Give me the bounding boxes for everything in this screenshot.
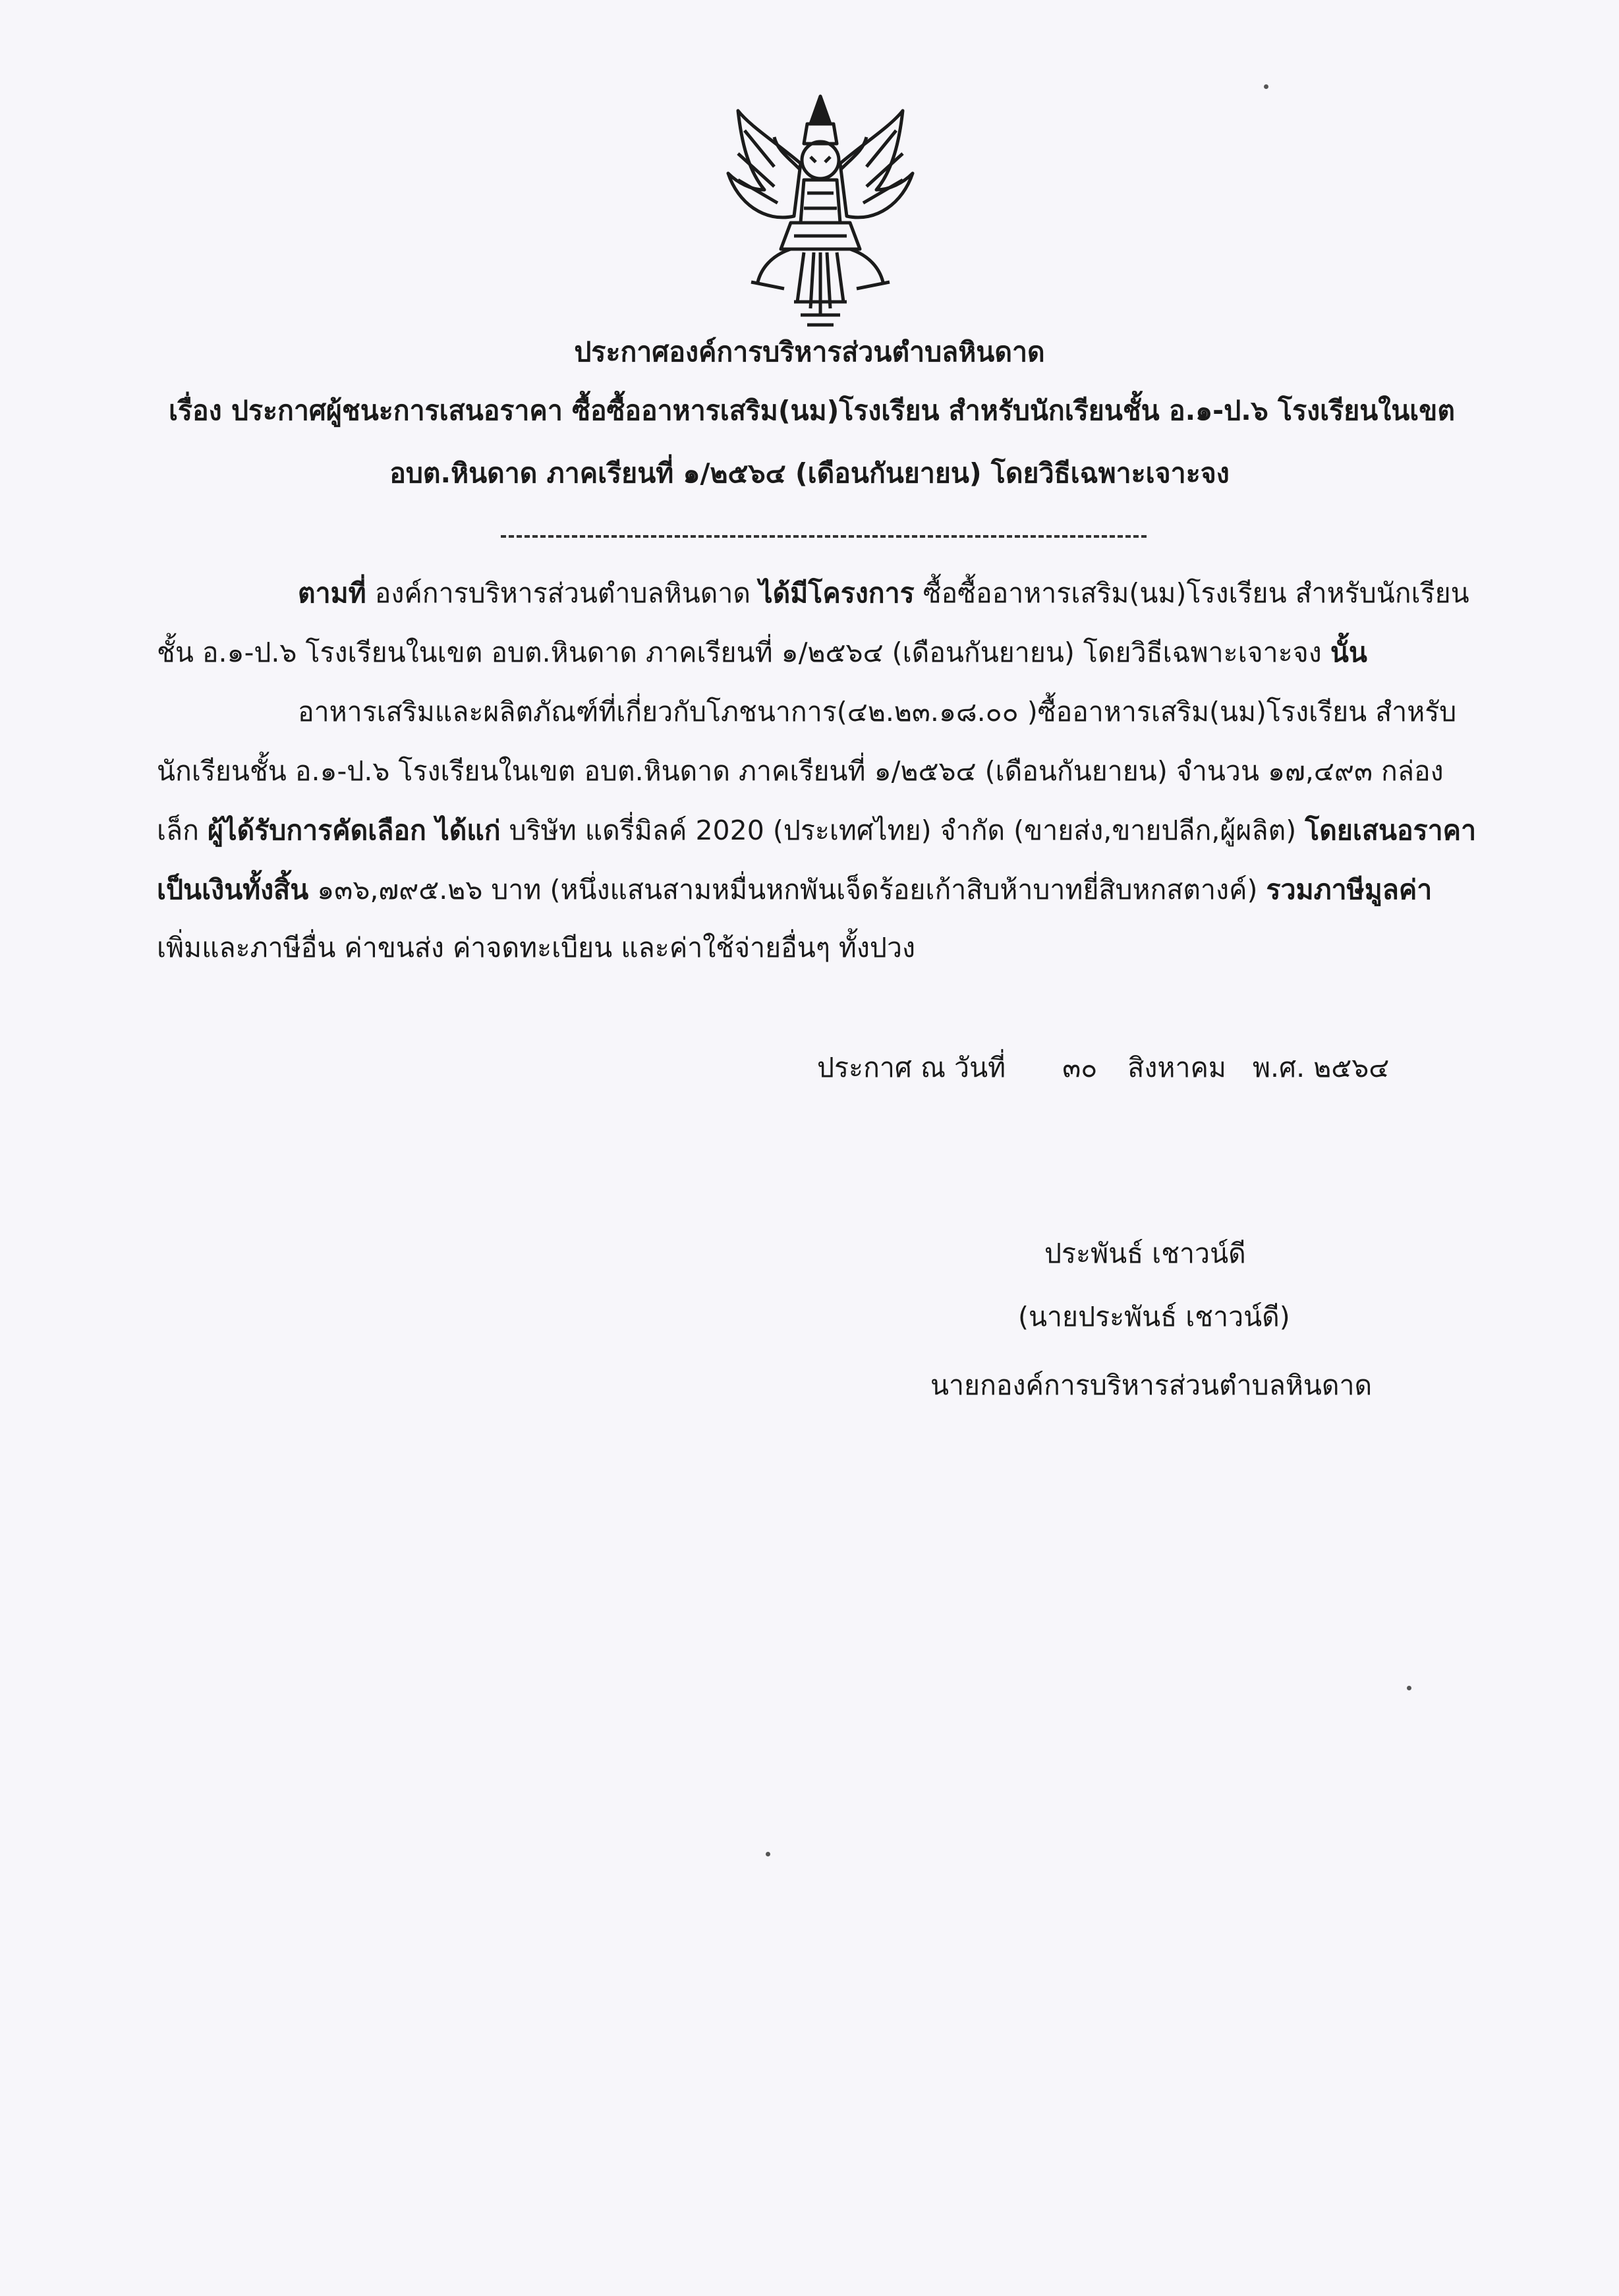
- paragraph-2-line-4: [157, 870, 1432, 909]
- paragraph-1-line-1: [298, 573, 1469, 613]
- paragraph-2-line-5: เพิ่มและภาษีอื่น ค่าขนส่ง ค่าจดทะเบียน และค่าใช้จ่ายอื่นๆ ทั้งปวง: [157, 932, 916, 963]
- subject-text: ซื้อซื้ออาหารเสริม(นม)โรงเรียน สำหรับนักเรียนชั้น อ.๑-ป.๖ โรงเรียนในเขต: [562, 395, 1455, 426]
- subject-prefix: เรื่อง ประกาศผู้ชนะการเสนอราคา: [169, 395, 563, 426]
- p2-bid-label: โดยเสนอราคา: [1305, 815, 1477, 846]
- p2-l3-start: เล็ก: [157, 815, 208, 846]
- p2-total-label: เป็นเงินทั้งสิ้น: [157, 874, 309, 905]
- signature-position: นายกองค์การบริหารส่วนตำบลหินดาด: [930, 1369, 1373, 1401]
- paragraph-2-line-3: [157, 811, 1476, 850]
- paragraph-1-line-2: [157, 633, 1367, 672]
- scan-speck: [1264, 84, 1268, 89]
- date-month: สิงหาคม: [1127, 1052, 1226, 1083]
- p2-winner-label: ผู้ได้รับการคัดเลือก ได้แก่: [208, 815, 501, 846]
- p2-winner: บริษัท แดรี่มิลค์ 2020 (ประเทศไทย) จำกัด (ขายส่ง,ขายปลีก,ผู้ผลิต): [500, 815, 1305, 846]
- p1-lead: ตามที่: [298, 577, 366, 609]
- announcement-date: [817, 1048, 1389, 1087]
- p1-project: ซื้อซื้ออาหารเสริม(นม)โรงเรียน สำหรับนักเรียน: [914, 577, 1469, 609]
- date-label: ประกาศ ณ วันที่: [817, 1052, 1006, 1083]
- p1-org: องค์การบริหารส่วนตำบลหินดาด: [366, 577, 760, 609]
- signature-full-name: (นายประพันธ์ เชาวน์ดี): [1018, 1301, 1290, 1333]
- subject-line-1: [169, 391, 1455, 430]
- scan-speck: [1407, 1686, 1411, 1690]
- p2-vat-label: รวมภาษีมูลค่า: [1266, 874, 1433, 905]
- date-era: พ.ศ.: [1253, 1052, 1305, 1083]
- garuda-emblem-icon: [712, 91, 929, 335]
- p1-end: นั้น: [1330, 637, 1367, 668]
- paragraph-2-line-1: อาหารเสริมและผลิตภัณฑ์ที่เกี่ยวกับโภชนาการ(๔๒.๒๓.๑๘.๐๐ )ซื้ออาหารเสริม(นม)โรงเรียน สำหรับ: [298, 696, 1457, 728]
- paragraph-2-line-2: นักเรียนชั้น อ.๑-ป.๖ โรงเรียนในเขต อบต.หินดาด ภาคเรียนที่ ๑/๒๕๖๔ (เดือนกันยายน) จำนวน ๑๗,๔๙๓ กล่อง: [157, 755, 1444, 787]
- subject-line-2: อบต.หินดาด ภาคเรียนที่ ๑/๒๕๖๔ (เดือนกันยายน) โดยวิธีเฉพาะเจาะจง: [389, 457, 1230, 489]
- p2-total-amount: ๑๓๖,๗๙๕.๒๖ บาท (หนึ่งแสนสามหมื่นหกพันเจ็ดร้อยเก้าสิบห้าบาทยี่สิบหกสตางค์): [308, 874, 1266, 905]
- p1-project-label: ได้มีโครงการ: [759, 577, 915, 609]
- document-title: ประกาศองค์การบริหารส่วนตำบลหินดาด: [574, 336, 1045, 368]
- date-year: ๒๕๖๔: [1313, 1052, 1390, 1083]
- scan-speck: [766, 1852, 770, 1856]
- header-divider: [501, 535, 1147, 538]
- p1-detail: ชั้น อ.๑-ป.๖ โรงเรียนในเขต อบต.หินดาด ภาคเรียนที่ ๑/๒๕๖๔ (เดือนกันยายน) โดยวิธีเฉพาะเจาะจง: [157, 637, 1330, 668]
- date-day: ๓๐: [1062, 1052, 1098, 1083]
- signature-name: ประพันธ์ เชาวน์ดี: [1044, 1238, 1246, 1269]
